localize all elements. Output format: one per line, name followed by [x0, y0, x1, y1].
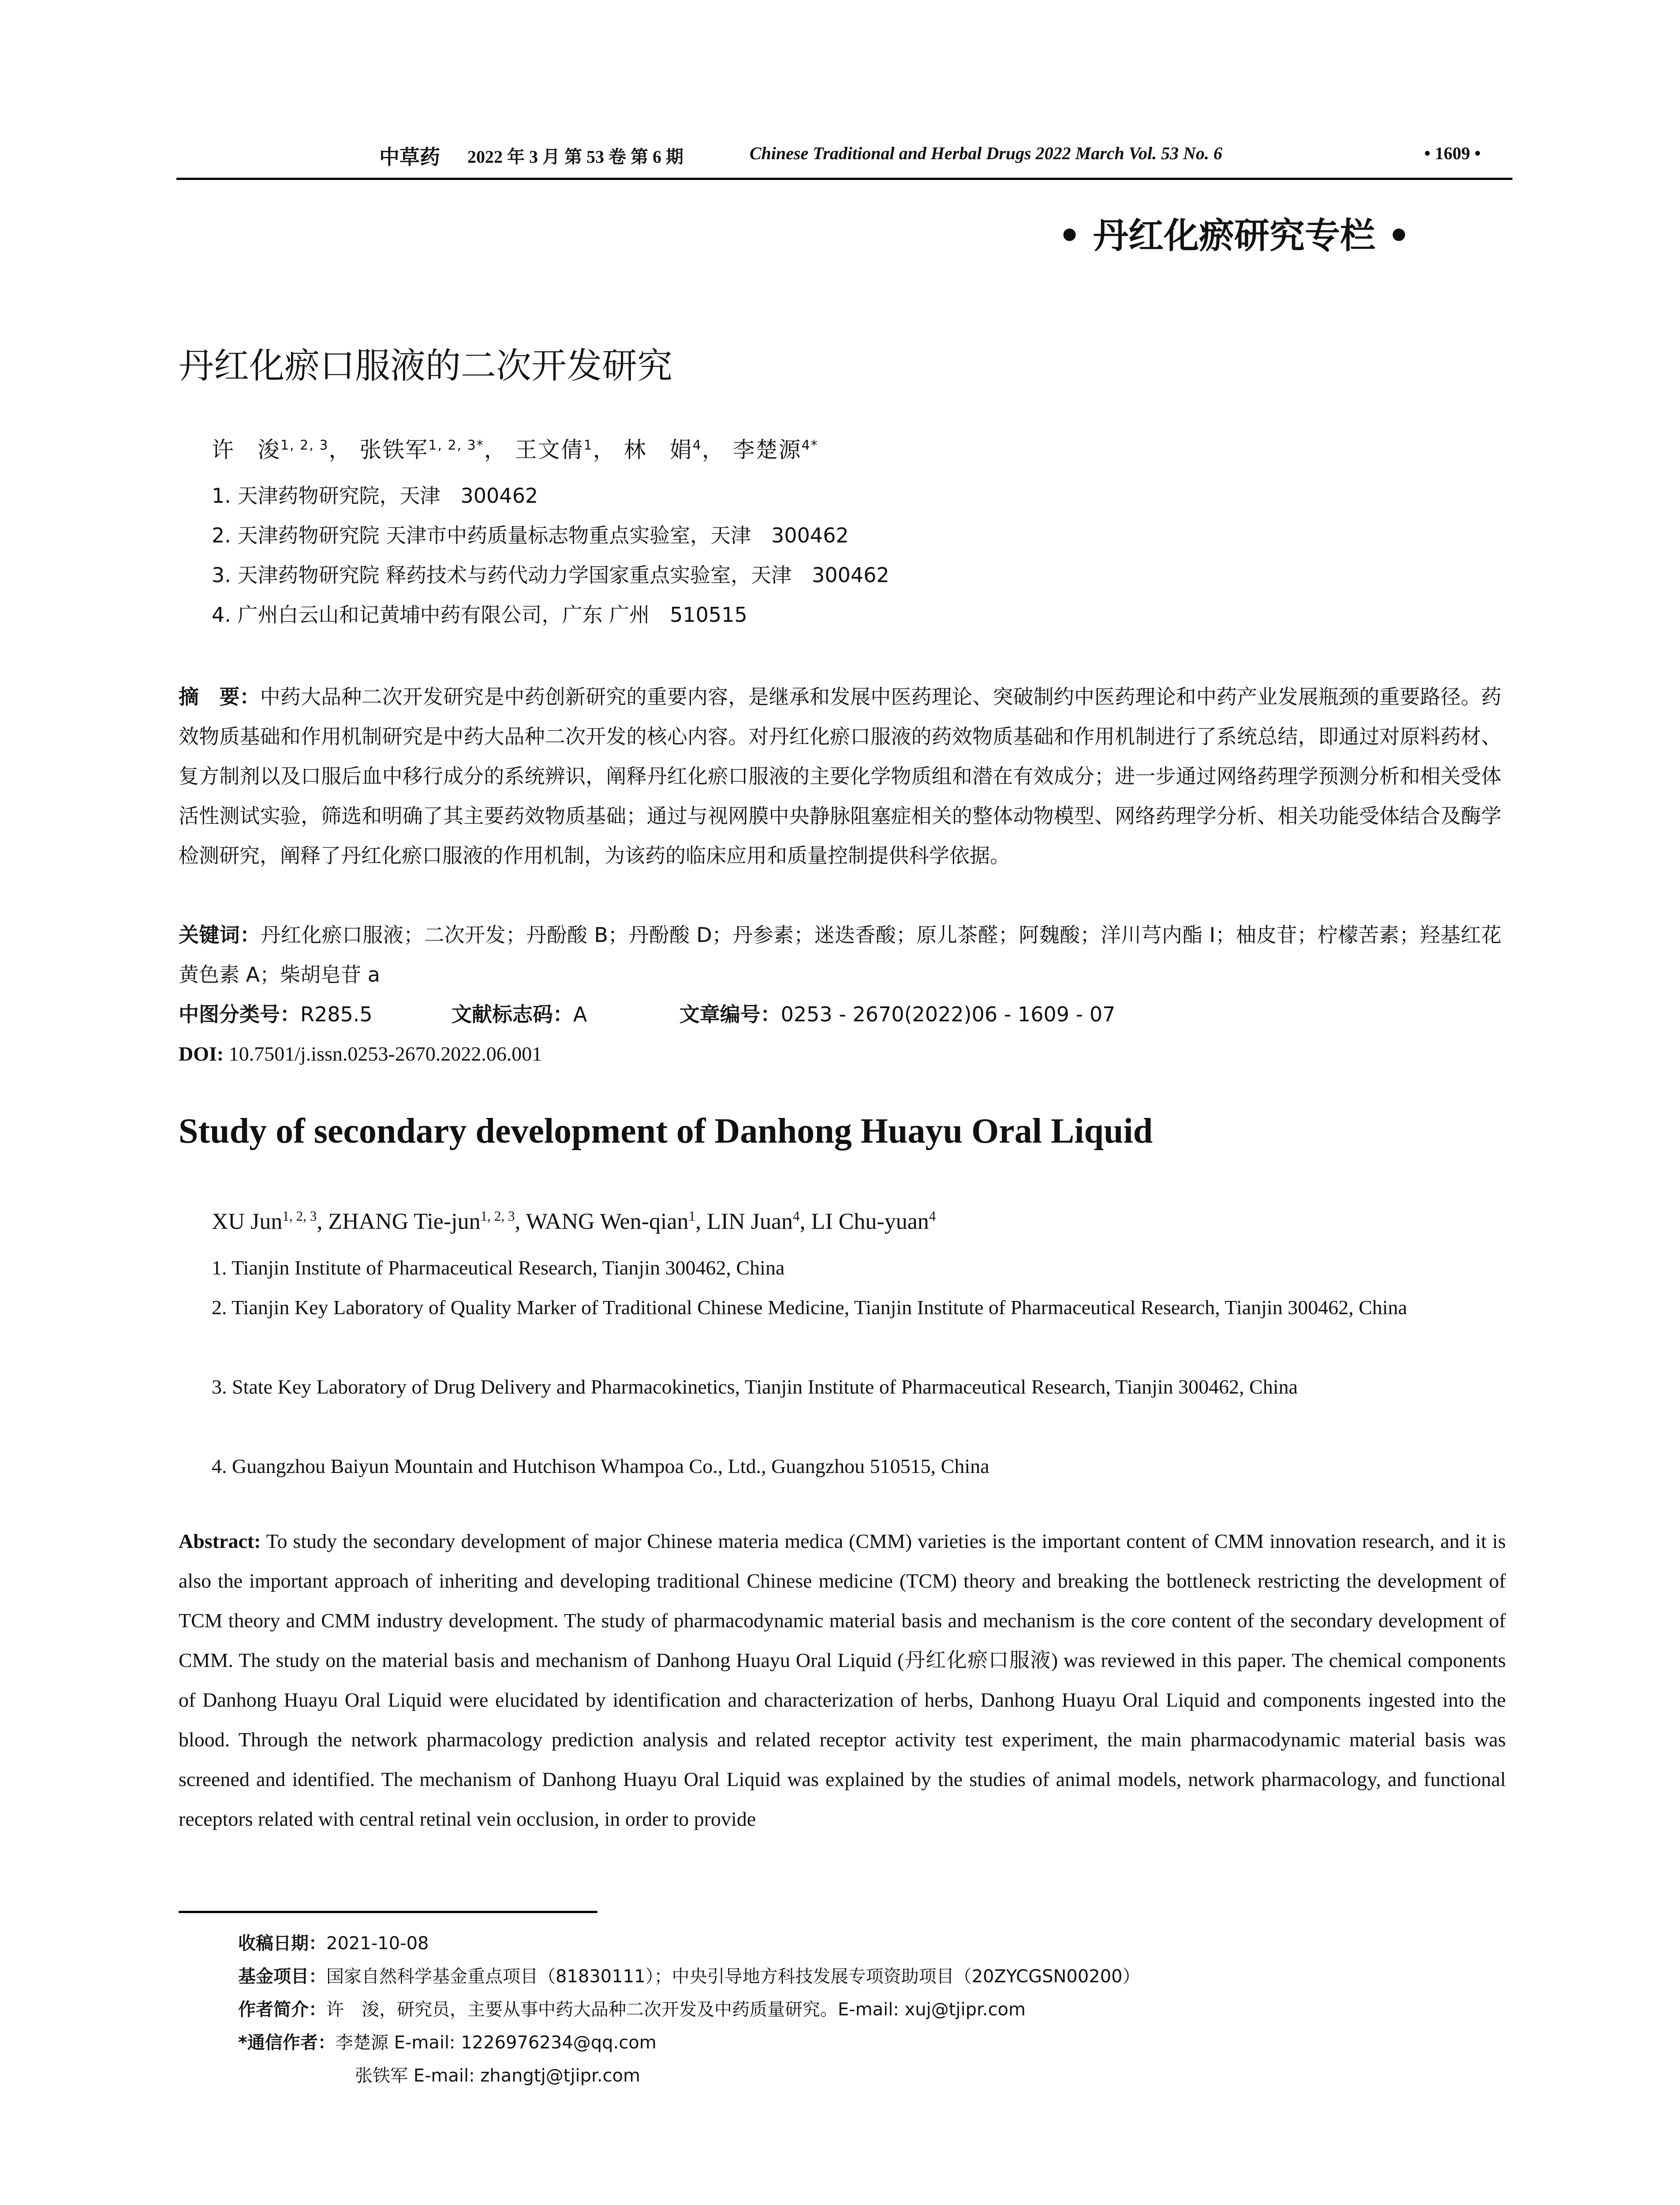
abstract-cn-label: 摘 要：	[179, 685, 260, 709]
keywords-cn	[179, 915, 1501, 994]
author-name: ZHANG Tie-jun	[328, 1209, 481, 1234]
title-cn: 丹红化瘀口服液的二次开发研究	[179, 345, 672, 386]
author-name: 王文倩	[515, 437, 584, 463]
abstract-cn-text: 中药大品种二次开发研究是中药创新研究的重要内容，是继承和发展中医药理论、突破制约中医药理论和中药产业发展瓶颈的重要路径。药效物质基础和作用机制研究是中药大品种二次开发的核心内容。对丹红化瘀口服液的药效物质基础和作用机制进行了系统总结，即通过对原料药材、复方制剂以及口服后血中移行成分的系统辨识，阐释丹红化瘀口服液的主要化学物质组和潜在有效成分；进一步通过网络药理学预测分析和相关受体活性测试实验，筛选和明确了其主要药效物质基础；通过与视网膜中央静脉阻塞症相关的整体动物模型、网络药理学分析、相关功能受体结合及酶学检测研究，阐释了丹红化瘀口服液的作用机制，为该药的临床应用和质量控制提供科学依据。	[179, 685, 1501, 867]
author-affil: 1, 2, 3	[282, 1208, 317, 1224]
doi-label: DOI:	[179, 1043, 224, 1065]
doc-code-label: 文献标志码：	[451, 1002, 573, 1026]
clc-value: R285.5	[300, 1002, 373, 1026]
abstract-en-label: Abstract:	[179, 1530, 261, 1552]
author-name: XU Jun	[212, 1209, 283, 1234]
doc-code-value: A	[573, 1002, 587, 1026]
abstract-en	[179, 1521, 1506, 1839]
page-number: • 1609 •	[1424, 143, 1481, 163]
author-name: 李楚源	[732, 437, 802, 463]
title-en: Study of secondary development of Danhong Huayu Oral Liquid	[179, 1112, 1153, 1151]
author-affil: 1	[583, 437, 593, 453]
abstract-en-text: To study the secondary development of major Chinese materia medica (CMM) varieties is the important content of CMM innovation research, and it is also the important approach of inheriting and developing traditional Chinese medicine (TCM) theory and breaking the bottleneck restricting the development of TCM theory and CMM industry development. The study of pharmacodynamic material basis and mechanism is the core content of the secondary development of CMM. The study on the material basis and mechanism of Danhong Huayu Oral Liquid (丹红化瘀口服液) was reviewed in this paper. The chemical components of Danhong Huayu Oral Liquid were elucidated by identification and characterization of herbs, Danhong Huayu Oral Liquid and components ingested into the blood. Through the network pharmacology prediction analysis and related receptor activity test experiment, the main pharmacodynamic material basis was screened and identified. The mechanism of Danhong Huayu Oral Liquid was explained by the studies of animal models, network pharmacology, and functional receptors related with central retinal vein occlusion, in order to provide	[179, 1530, 1506, 1830]
author-name: LI Chu-yuan	[811, 1209, 929, 1234]
author-affil: 1, 2, 3*	[428, 437, 484, 453]
bio-text: 许 浚，研究员，主要从事中药大品种二次开发及中药质量研究。E-mail: xuj@tjipr.com	[326, 1999, 1026, 2020]
author-name: 许 浚	[212, 437, 280, 463]
footnote-corresponding-2: 张铁军 E-mail: zhangtj@tjipr.com	[355, 2066, 640, 2086]
fund-label: 基金项目：	[238, 1966, 326, 1987]
affiliation-cn: 4. 广州白云山和记黄埔中药有限公司，广东 广州 510515	[212, 603, 747, 627]
affiliation-en: 4. Guangzhou Baiyun Mountain and Hutchison Whampoa Co., Ltd., Guangzhou 510515, China	[212, 1455, 989, 1477]
article-number-label: 文章编号：	[679, 1002, 781, 1026]
footnote-fund	[238, 1962, 1140, 1988]
bio-label: 作者简介：	[238, 1999, 326, 2020]
author-affil: 4	[692, 437, 702, 453]
journal-name-cn: 中草药	[379, 145, 440, 169]
author-affil: 4	[793, 1208, 800, 1224]
corr-label: *通信作者：	[238, 2033, 336, 2053]
corr-author-1: 李楚源 E-mail: 1226976234@qq.com	[335, 2033, 657, 2053]
author-name: 林 娟	[623, 437, 693, 463]
affiliation-en: 2. Tianjin Key Laboratory of Quality Marker of Traditional Chinese Medicine, Tianjin Institute of Pharmaceutical Research, Tianjin 300462, China	[212, 1296, 1407, 1319]
doi-line	[179, 1034, 1501, 1074]
running-header	[0, 141, 1680, 176]
author-affil: 4	[929, 1208, 936, 1224]
footnote-corresponding	[238, 2029, 657, 2054]
footnote-bio	[238, 1996, 1026, 2021]
issue-info-cn: 2022 年 3 月 第 53 卷 第 6 期	[467, 147, 683, 167]
author-name: WANG Wen-qian	[526, 1209, 689, 1234]
authors-cn: 许 浚$^{1, 2, 3}$， 张铁军$^{1, 2, 3*}$， 王文倩$^1$， 林 娟$^4$， 李楚源$^{4*}$	[212, 437, 818, 463]
authors-en: XU Jun$^{1, 2, 3}$, ZHANG Tie-jun$^{1, 2, 3}$, WANG Wen-qian$^1$, LIN Juan$^4$, LI Chu-yuan$^4$	[212, 1208, 936, 1234]
affiliation-en: 3. State Key Laboratory of Drug Delivery and Pharmacokinetics, Tianjin Institute of Pharmaceutical Research, Tianjin 300462, China	[212, 1375, 1298, 1398]
author-affil: 4*	[801, 437, 818, 453]
received-label: 收稿日期：	[238, 1933, 326, 1954]
affiliation-cn: 2. 天津药物研究院 天津市中药质量标志物重点实验室，天津 300462	[212, 523, 849, 547]
affiliation-en: 1. Tianjin Institute of Pharmaceutical Research, Tianjin 300462, China	[212, 1256, 785, 1279]
author-affil: 1, 2, 3	[480, 1208, 515, 1224]
footnote-rule	[179, 1911, 597, 1913]
abstract-cn	[179, 677, 1501, 875]
column-title: • 丹红化瘀研究专栏 •	[1058, 215, 1410, 256]
received-date: 2021-10-08	[326, 1933, 429, 1954]
author-affil: 1	[688, 1208, 696, 1224]
affiliation-cn: 3. 天津药物研究院 释药技术与药代动力学国家重点实验室，天津 300462	[212, 563, 889, 587]
author-affil: 1, 2, 3	[280, 437, 329, 453]
footnote-received	[238, 1929, 429, 1955]
author-name: LIN Juan	[707, 1209, 793, 1234]
classification-line	[179, 994, 1501, 1034]
fund-text: 国家自然科学基金重点项目（81830111）；中央引导地方科技发展专项资助项目（20ZYCGSN00200）	[326, 1966, 1140, 1987]
affiliation-cn: 1. 天津药物研究院，天津 300462	[212, 484, 538, 508]
author-name: 张铁军	[359, 437, 429, 463]
header-rule	[176, 178, 1512, 180]
clc-label: 中图分类号：	[179, 1002, 300, 1026]
keywords-text: 丹红化瘀口服液；二次开发；丹酚酸 B；丹酚酸 D；丹参素；迷迭香酸；原儿茶醛；阿魏酸；洋川芎内酯 I；柚皮苷；柠檬苦素；羟基红花黄色素 A；柴胡皂苷 a	[179, 923, 1501, 987]
journal-name-en: Chinese Traditional and Herbal Drugs 2022 March Vol. 53 No. 6	[750, 143, 1223, 163]
doi-value: 10.7501/j.issn.0253-2670.2022.06.001	[228, 1043, 542, 1065]
article-number-value: 0253 - 2670(2022)06 - 1609 - 07	[780, 1002, 1116, 1026]
keywords-label: 关键词：	[179, 923, 261, 947]
